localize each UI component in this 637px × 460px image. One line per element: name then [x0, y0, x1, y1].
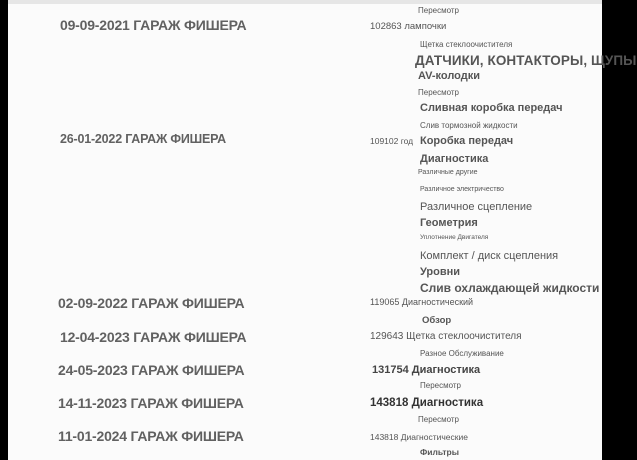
- service-item: Различные другие: [418, 169, 478, 176]
- entry-mileage-2: 109102 год: [370, 136, 414, 146]
- top-shadow: [8, 0, 602, 4]
- entry-date-5: 24-05-2023 ГАРАЖ ФИШЕРА: [58, 362, 245, 378]
- service-item: Различное сцепление: [420, 201, 533, 213]
- service-item: Геометрия: [420, 217, 478, 229]
- service-item: Сливная коробка передач: [420, 102, 563, 114]
- service-item: Коробка передач: [420, 135, 514, 147]
- entry-date-3: 02-09-2022 ГАРАЖ ФИШЕРА: [58, 295, 245, 311]
- service-item: Фильтры: [420, 447, 459, 457]
- service-item: Пересмотр: [418, 415, 459, 424]
- service-item: Пересмотр: [418, 88, 459, 97]
- service-item: Разное Обслуживание: [420, 349, 504, 358]
- service-item: Слив охлаждающей жидкости: [420, 281, 600, 295]
- service-item: ДАТЧИКИ, КОНТАКТОРЫ, ЩУПЫ: [415, 53, 637, 68]
- entry-date-7: 11-01-2024 ГАРАЖ ФИШЕРА: [58, 428, 244, 444]
- entry-date-6: 14-11-2023 ГАРАЖ ФИШЕРА: [58, 395, 244, 411]
- entry-mileage-3: 119065 Диагностический: [370, 297, 474, 307]
- entry-date-4: 12-04-2023 ГАРАЖ ФИШЕРА: [60, 329, 247, 345]
- service-item: Различное электричество: [420, 186, 504, 193]
- service-item: Обзор: [422, 315, 452, 326]
- service-item: Уровни: [420, 266, 461, 278]
- service-item: Щетка стеклоочистителя: [420, 40, 513, 49]
- service-item: Слив тормозной жидкости: [420, 121, 518, 130]
- document-page: [8, 0, 637, 460]
- service-item: Пересмотр: [420, 381, 461, 390]
- entry-mileage-6: 143818 Диагностика: [370, 397, 484, 409]
- entry-mileage-1: 102863 лампочки: [370, 21, 447, 32]
- service-item: Комплект / диск сцепления: [420, 250, 559, 262]
- service-item: Диагностика: [420, 153, 489, 165]
- entry-mileage-7: 143818 Диагностические: [370, 432, 468, 442]
- service-item: AV-колодки: [418, 70, 480, 82]
- entry-date-1: 09-09-2021 ГАРАЖ ФИШЕРА: [60, 17, 247, 33]
- service-item: Пересмотр: [418, 6, 459, 15]
- entry-date-2: 26-01-2022 ГАРАЖ ФИШЕРА: [60, 132, 226, 146]
- entry-mileage-5: 131754 Диагностика: [372, 364, 481, 376]
- entry-mileage-4: 129643 Щетка стеклоочистителя: [370, 331, 522, 342]
- service-item: Уплотнение Двигателя: [420, 234, 489, 241]
